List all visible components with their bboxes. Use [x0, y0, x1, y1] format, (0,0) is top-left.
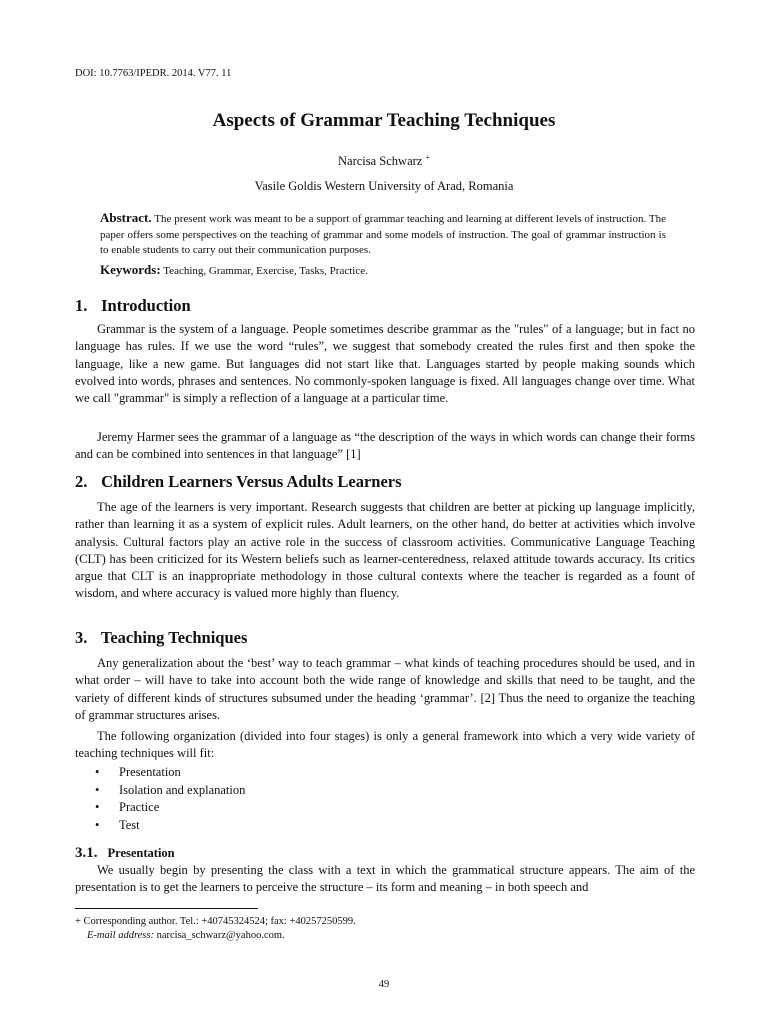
paper-title: Aspects of Grammar Teaching Techniques [212, 110, 556, 131]
footnote-email [87, 930, 285, 941]
email-address: narcisa_schwarz@yahoo.com. [156, 930, 285, 941]
list-item: • Practice [75, 799, 245, 817]
footnote-author: + Corresponding author. Tel.: +40745324524; fax: +40257250599. [75, 916, 356, 927]
page-number: 49 [378, 979, 390, 990]
email-label: E-mail address: [87, 930, 154, 941]
subsection-heading-presentation [75, 844, 175, 862]
footnote-divider [75, 908, 258, 909]
section-heading-introduction [75, 296, 191, 316]
list-item: • Test [75, 817, 245, 835]
section-title: Introduction [101, 296, 191, 315]
section-heading-teaching-techniques [75, 628, 247, 648]
abstract-text: The present work was meant to be a support of grammar teaching and learning at different levels of instruction. The paper offers some perspectives on the teaching of grammar and some models of instruction. The goal of grammar instruction is to enable students to carry out their communication purposes. [100, 213, 666, 256]
intro-paragraph-1: Grammar is the system of a language. People sometimes describe grammar as the "rules" of a language; but in fact no language has rules. If we use the word “rules”, we suggest that somebody created the rules first and then spoke the language, like a new game. But languages did not start like that. Languages started by people making sounds which evolved into words, phrases and sentences. No commonly-spoken language is fixed. All languages change over time. What we call "grammar" is simply a reflection of a language at a particular time. [75, 322, 695, 406]
children-paragraph-1: The age of the learners is very important. Research suggests that children are better at picking up language implicitly, rather than learning it as a system of explicit rules. Adult learners, on the other hand, do better at activities which involve analysis. Cultural factors play an active role in the success of classroom activities. Communicative Language Teaching (CLT) has been criticized for its Western beliefs such as learner-centeredness, relaxed attitude towards accuracy. Its critics argue that CLT is an inappropriate methodology in those cultural contexts where the teacher is regarded as a fount of wisdom, and where accuracy is valued more highly than fluency. [75, 500, 695, 601]
affiliation: Vasile Goldis Western University of Arad, Romania [254, 179, 514, 193]
stages-list [75, 764, 245, 834]
presentation-paragraph-1: We usually begin by presenting the class with a text in which the grammatical structure appears. The aim of the presentation is to get the learners to perceive the structure – its form and meaning – in both speech and [75, 863, 695, 895]
author-mark: + [425, 153, 430, 162]
author-line [0, 153, 768, 169]
keywords-text: Teaching, Grammar, Exercise, Tasks, Practice. [163, 265, 368, 277]
section-number: 2. [75, 472, 88, 491]
abstract [100, 210, 666, 259]
abstract-label: Abstract. [100, 210, 152, 225]
keywords [100, 262, 666, 278]
list-item: • Isolation and explanation [75, 782, 245, 800]
section-title: Children Learners Versus Adults Learners [101, 472, 402, 491]
keywords-label: Keywords: [100, 262, 161, 277]
section-number: 3. [75, 628, 88, 647]
intro-paragraph-2: Jeremy Harmer sees the grammar of a language as “the description of the ways in which words can change their forms and can be combined into sentences in that language” [1] [75, 430, 695, 462]
section-heading-children-learners [75, 472, 402, 492]
section-number: 1. [75, 296, 88, 315]
list-item: • Presentation [75, 764, 245, 782]
author-name: Narcisa Schwarz [338, 154, 423, 169]
subsection-title: Presentation [107, 846, 175, 860]
techniques-paragraph-2: The following organization (divided into four stages) is only a general framework into which a very wide variety of teaching techniques will fit: [75, 729, 695, 761]
techniques-paragraph-1: Any generalization about the ‘best’ way to teach grammar – what kinds of teaching procedures should be used, and in what order – will have to take into account both the wide range of knowledge and skills that need to be taught, and the variety of different kinds of structures subsumed under the heading ‘grammar’. [2] Thus the need to organize the teaching of grammar structures arises. [75, 656, 695, 722]
subsection-number: 3.1. [75, 845, 98, 861]
doi-line: DOI: 10.7763/IPEDR. 2014. V77. 11 [75, 68, 232, 79]
section-title: Teaching Techniques [100, 628, 248, 647]
